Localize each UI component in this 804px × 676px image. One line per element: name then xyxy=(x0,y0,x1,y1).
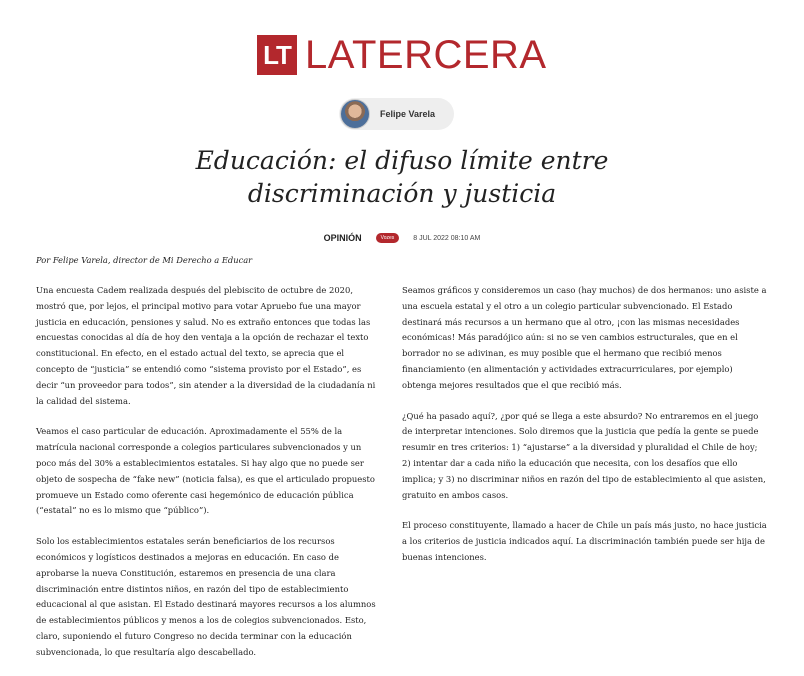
publish-date: 8 JUL 2022 08:10 AM xyxy=(413,234,481,242)
paragraph: Veamos el caso particular de educación. Aproximadamente el 55% de la matrícula nacional corresponde a colegios particulares subvencionados y un poco más del 30% a establecimientos estatales. Si hay algo que no puede ser objeto de sospecha de “fake new” (noticia falsa), es que el articulado propuesto promueve un Estado como oferente casi hegemónico de educación pública (“estatal” no es lo mismo que “público”). xyxy=(36,426,375,516)
article-column-right xyxy=(402,283,768,581)
byline: Por Felipe Varela, director de Mi Derecho a Educar xyxy=(36,255,253,265)
paragraph: Seamos gráficos y consideremos un caso (hay muchos) de dos hermanos: uno asiste a una escuela estatal y el otro a un colegio particular subvencionado. El Estado destinará más recursos a un hermano que al otro, ¡con las mismas necesidades económicas! Más paradójico aún: si no se ven cambios estructurales, que en el borrador no se adivinan, es muy posible que el hermano que recibió menos financiamiento (en alimentación y actividades extracurriculares, por ejemplo) obtenga mejores resultados que el que recibió más. xyxy=(402,285,767,390)
avatar xyxy=(340,99,370,129)
paragraph: Una encuesta Cadem realizada después del plebiscito de octubre de 2020, mostró que, por lejos, el principal motivo para votar Apruebo fue una mayor justicia en educación, pensiones y salud. No es extraño entonces que todas las encuestas conocidas al día de hoy den ventaja a la opción de rechazar el texto constitucional. En efecto, en el estado actual del texto, se aprecia que el concepto de “justicia” se entendió como “sistema provisto por el Estado”, es decir “un proveedor para todos”, sin atender a la diversidad de la ciudadanía ni la calidad del sistema. xyxy=(36,285,376,406)
logo-mark: LT xyxy=(257,35,297,75)
author-chip[interactable] xyxy=(339,98,454,130)
paragraph: El proceso constituyente, llamado a hacer de Chile un país más justo, no hace justicia a los criterios de justicia indicados aquí. La discriminación también puede ser hija de buenas intenciones. xyxy=(402,520,767,562)
section-link[interactable]: OPINIÓN xyxy=(323,233,362,243)
article-title: Educación: el difuso límite entre discriminación y justicia xyxy=(195,146,609,208)
article-meta xyxy=(300,230,504,246)
paragraph: ¿Qué ha pasado aquí?, ¿por qué se llega a este absurdo? No entraremos en el juego de interpretar intenciones. Solo diremos que la justicia que pedía la gente se puede resumir en tres criterios: 1) “ajustarse” a la diversidad y pluralidad el Chile de hoy; 2) intentar dar a cada niño la educación que necesita, con los desafíos que ello implica; y 3) no discriminar niños en razón del tipo de establecimiento al que asisten, gratuito en ambos casos. xyxy=(402,410,766,500)
logo-wordmark: LATERCERA xyxy=(305,33,547,77)
site-logo[interactable] xyxy=(257,34,547,76)
author-name: Felipe Varela xyxy=(380,109,436,119)
paragraph: Solo los establecimientos estatales serán beneficiarios de los recursos económicos y logísticos destinados a mejoras en educación. En caso de aprobarse la nueva Constitución, estaremos en presencia de una clara discriminación entre distintos niños, en razón del tipo de establecimiento educacional al que asistan. El Estado destinará mayores recursos a los alumnos de establecimientos públicos y menos a los de colegios subvencionados. Esto, claro, suponiendo el futuro Congreso no decida terminar con la educación subvencionada, lo que resultaría algo descabellado. xyxy=(36,536,376,657)
article-column-left xyxy=(36,283,376,676)
section-badge[interactable]: Vozes xyxy=(376,233,400,243)
